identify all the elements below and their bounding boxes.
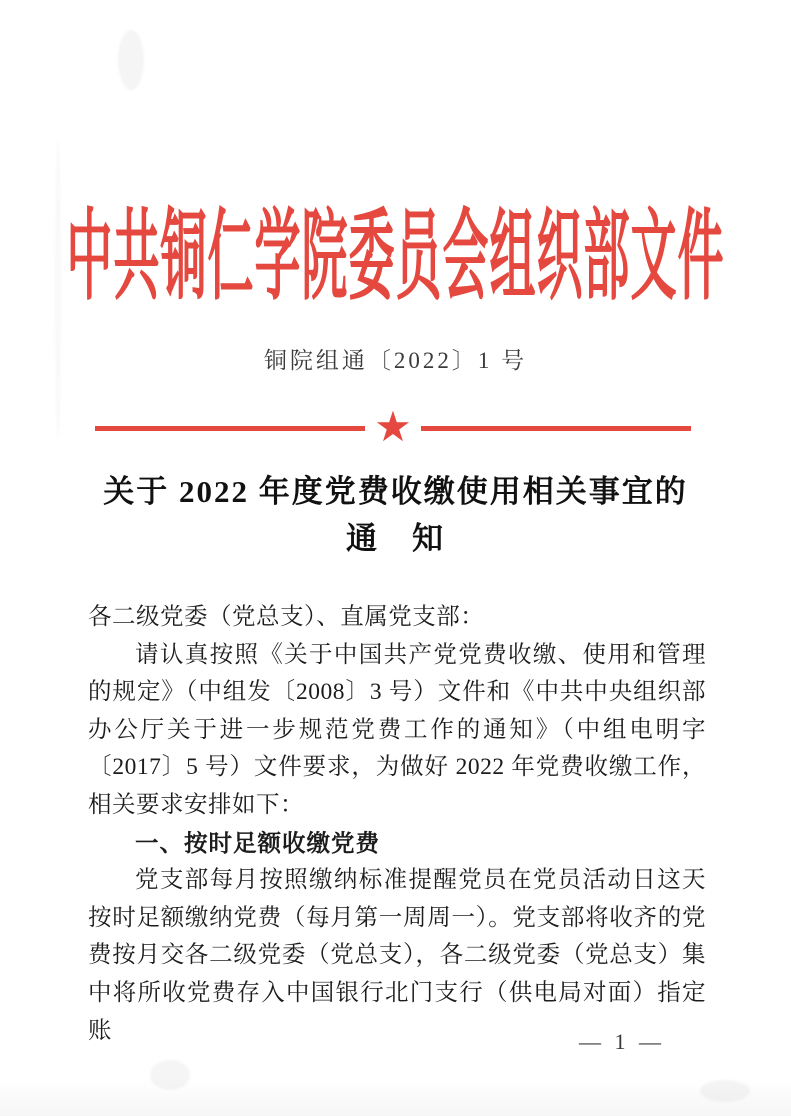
red-divider [95,402,691,451]
notice-title-line2: 通 知 [346,521,445,556]
notice-title [0,468,791,562]
section-heading-1: 一、按时足额收缴党费 [135,829,380,856]
notice-title-line1: 关于 2022 年度党费收缴使用相关事宜的 [103,474,688,509]
paragraph-intro: 请认真按照《关于中国共产党党费收缴、使用和管理的规定》（中组发〔2008〕3 号）文件和《中共中央组织部办公厅关于进一步规范党费工作的通知》（中组电明字〔2017〕5 号）文件要求，为做好 2022 年党费收缴工作，相关要求安排如下： [88,641,706,818]
page-number: — 1 — [579,1029,665,1054]
divider-line-right [421,426,691,431]
masthead [0,193,791,312]
scan-shade [0,1078,791,1116]
salutation: 各二级党委（党总支）、直属党支部： [88,604,485,630]
paragraph-1: 党支部每月按照缴纳标准提醒党员在党员活动日这天按时足额缴纳党费（每月第一周周一）。党支部将收齐的党费按月交各二级党委（党总支），各二级党委（党总支）集中将所收党费存入中国银行北门支行（供电局对面）指定账 [88,867,706,1044]
masthead-title: 中共铜仁学院委员会组织部文件 [66,201,725,312]
star-icon: ★ [374,402,412,451]
notice-body [88,599,706,1050]
document-number: 铜院组通〔2022〕1 号 [263,348,528,373]
scan-noise [118,30,144,90]
divider-line-left [95,426,365,431]
